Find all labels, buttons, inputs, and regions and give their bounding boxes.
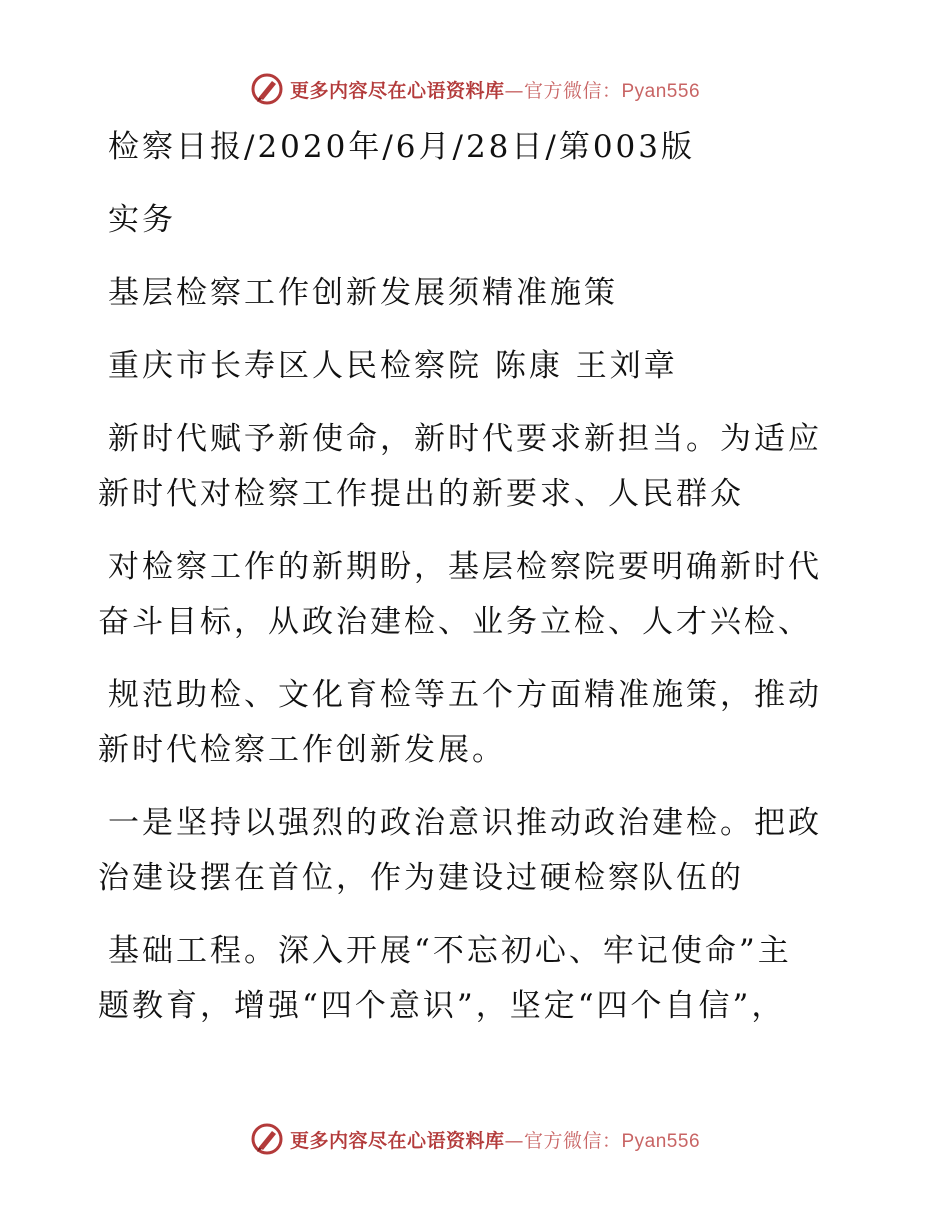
paragraph-line: 对检察工作的新期盼，基层检察院要明确新时代 [108,549,822,585]
paragraph-line: 新时代对检察工作提出的新要求、人民群众 [98,476,744,512]
article-title: 基层检察工作创新发展须精准施策 [108,275,618,311]
paragraph-line: 新时代检察工作创新发展。 [98,732,506,768]
section-label: 实务 [108,202,176,238]
watermark-header [0,72,950,106]
pen-logo-icon [250,1122,284,1156]
pen-logo-icon [250,72,284,106]
watermark-main: 更多内容尽在心语资料库 [289,1129,505,1152]
paragraph-line: 题教育，增强“四个意识”，坚定“四个自信”， [98,988,786,1024]
watermark-sub: —官方微信： [504,79,622,102]
paragraph-line: 新时代赋予新使命，新时代要求新担当。为适应 [108,421,822,457]
document-body [98,120,838,1034]
watermark-main: 更多内容尽在心语资料库 [289,79,505,102]
paragraph-line: 基础工程。深入开展“不忘初心、牢记使命”主 [108,933,792,969]
article-author: 重庆市长寿区人民检察院 陈康 王刘章 [108,348,678,384]
paragraph-line: 规范助检、文化育检等五个方面精准施策，推动 [108,677,822,713]
watermark-id: Pyan556 [621,80,701,102]
paragraph-line: 一是坚持以强烈的政治意识推动政治建检。把政 [108,805,822,841]
watermark-footer [0,1122,950,1156]
watermark-id: Pyan556 [621,1130,701,1152]
source-line: 检察日报/2020年/6月/28日/第003版 [108,129,696,165]
paragraph-line: 奋斗目标，从政治建检、业务立检、人才兴检、 [98,604,812,640]
watermark-text [290,1126,700,1153]
watermark-text [290,76,700,103]
paragraph-line: 治建设摆在首位，作为建设过硬检察队伍的 [98,860,744,896]
watermark-sub: —官方微信： [504,1129,622,1152]
